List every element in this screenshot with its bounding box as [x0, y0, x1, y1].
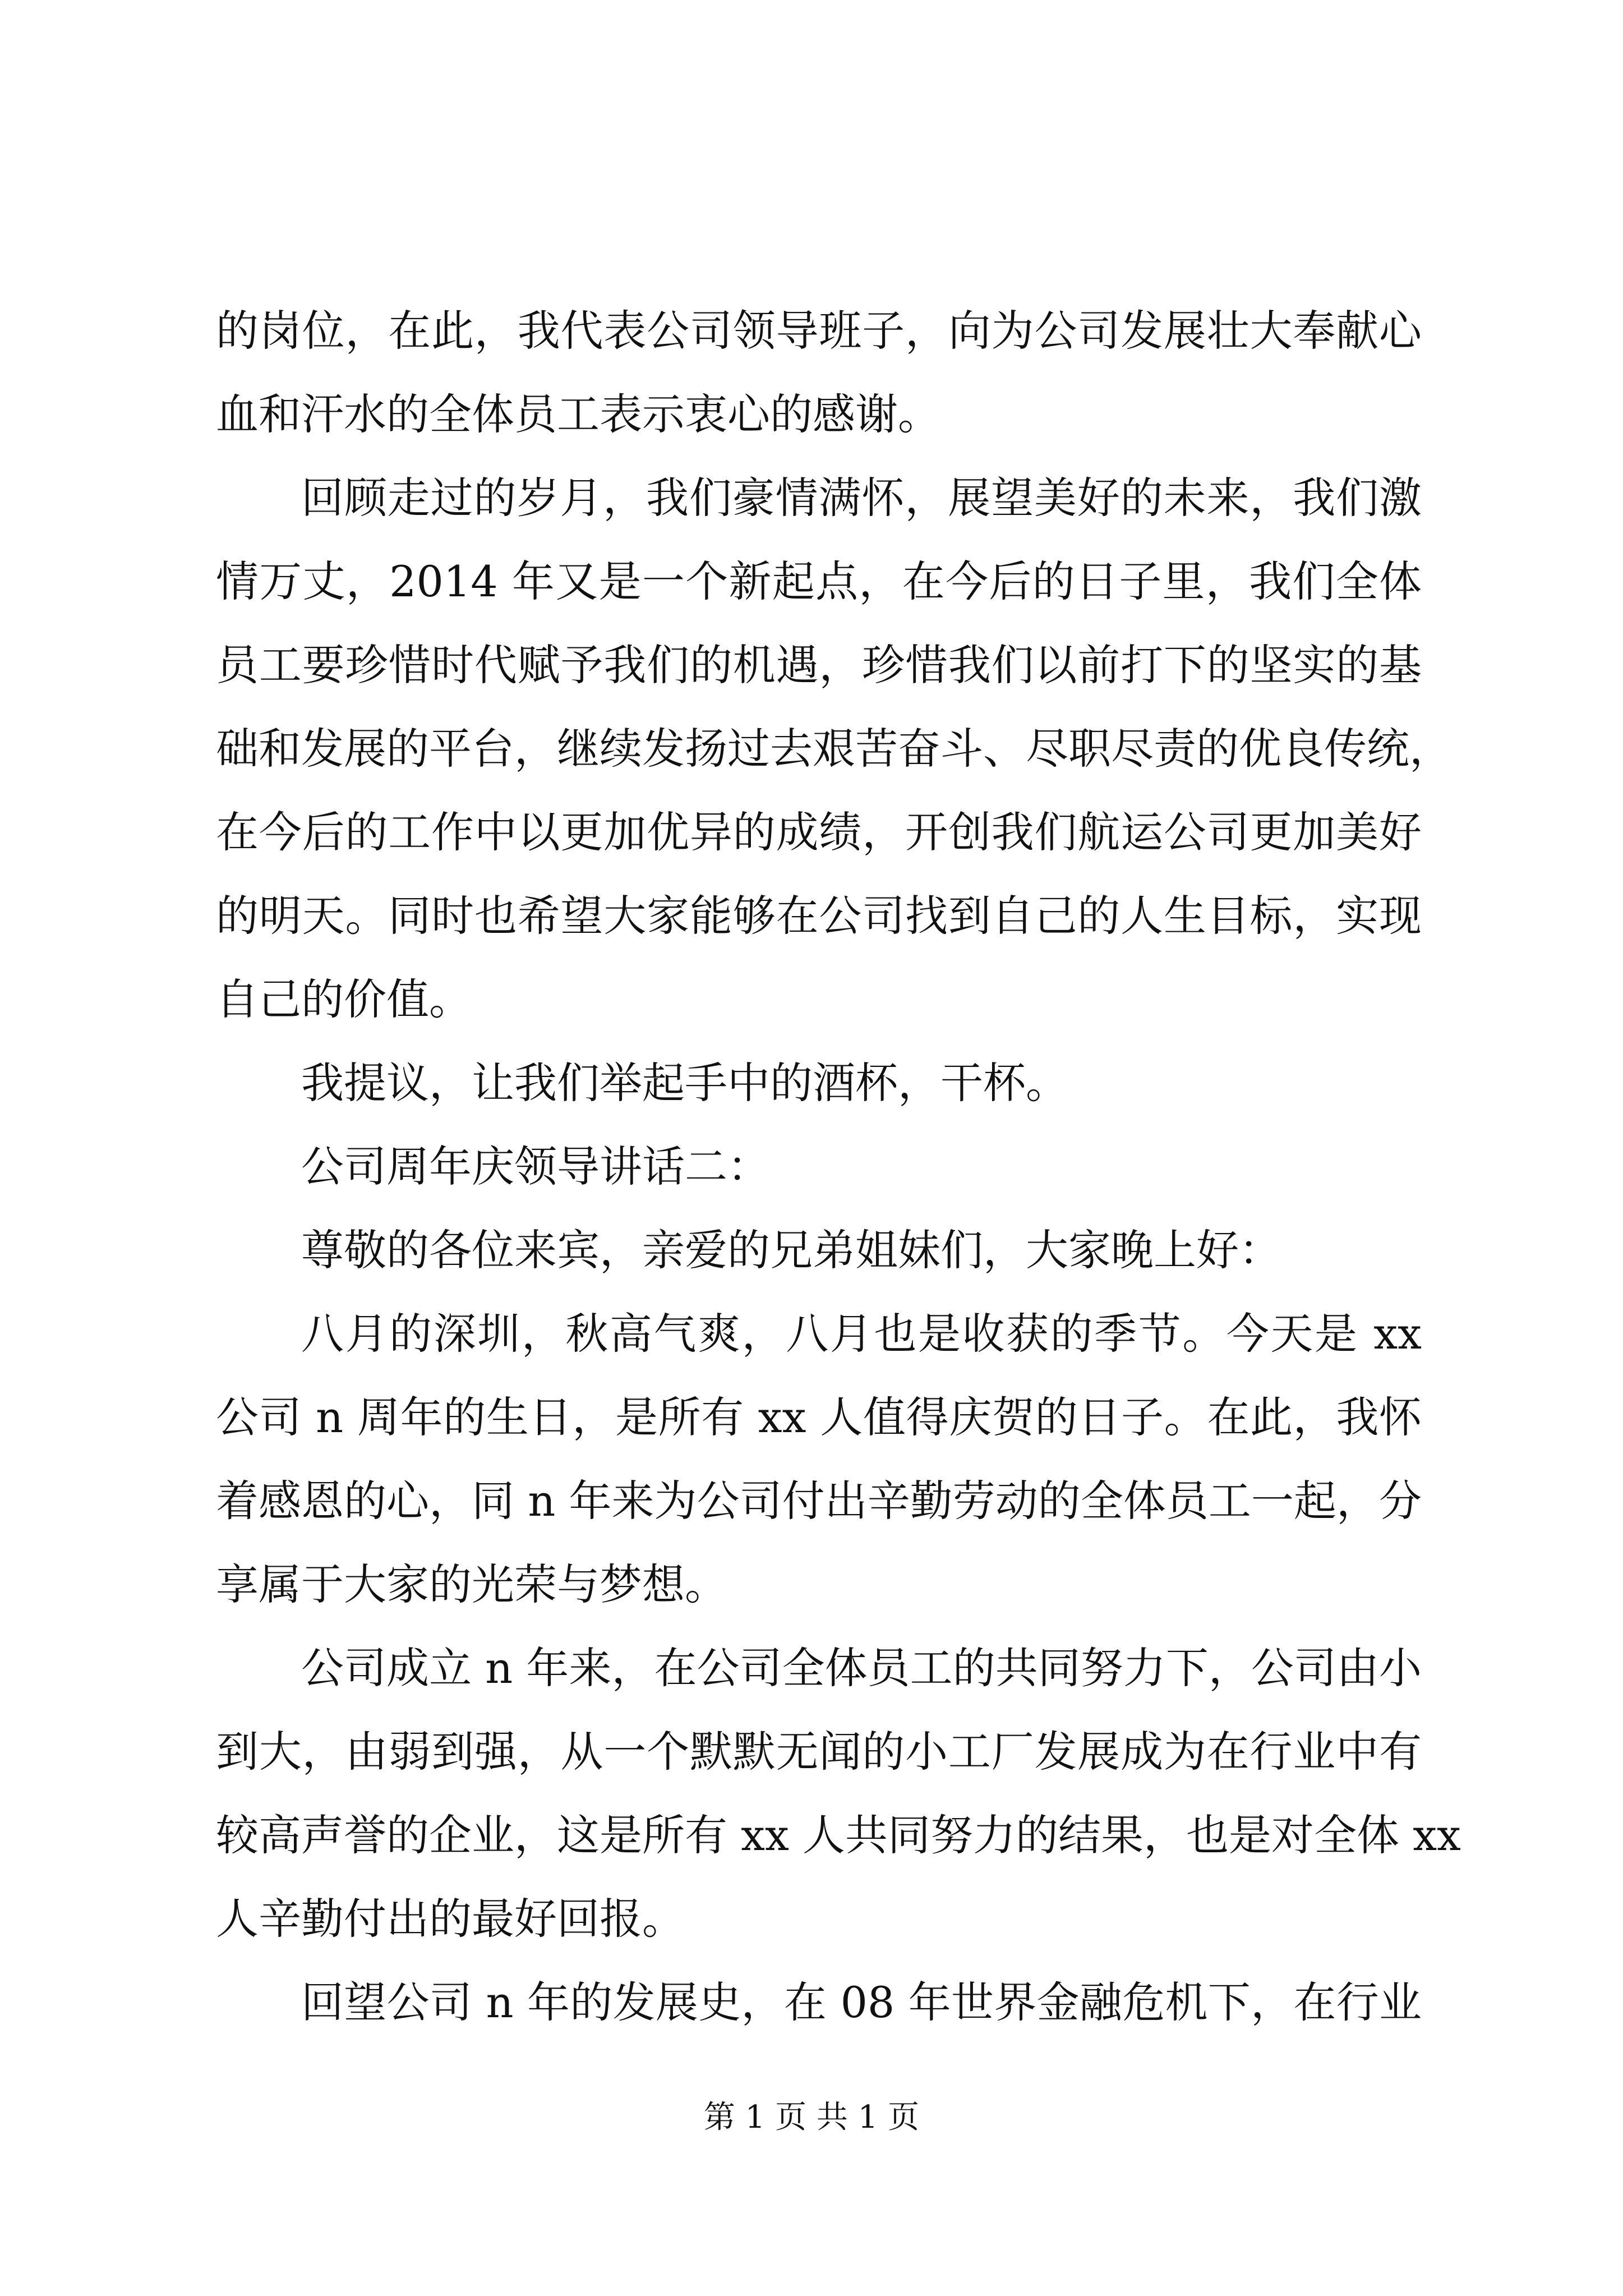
text-line: 享属于大家的光荣与梦想。: [216, 1559, 727, 1609]
text-line: 我提议，让我们举起手中的酒杯，干杯。: [301, 1058, 1068, 1108]
text-line: 的岗位，在此，我代表公司领导班子，向为公司发展壮大奉献心: [216, 306, 1422, 356]
text-line: 回顾走过的岁月，我们豪情满怀，展望美好的未来，我们激: [301, 473, 1422, 523]
section-heading: 公司周年庆领导讲话二：: [301, 1142, 770, 1191]
text-line: 公司成立 n 年来，在公司全体员工的共同努力下，公司由小: [301, 1643, 1422, 1693]
text-line: 情万丈，2014 年又是一个新起点，在今后的日子里，我们全体: [216, 556, 1422, 606]
text-line: 较高声誉的企业，这是所有 xx 人共同努力的结果，也是对全体 xx: [216, 1810, 1461, 1860]
greeting-line: 尊敬的各位来宾，亲爱的兄弟姐妹们，大家晚上好：: [301, 1225, 1281, 1275]
text-line: 血和汗水的全体员工表示衷心的感谢。: [216, 389, 940, 439]
text-line: 在今后的工作中以更加优异的成绩，开创我们航运公司更加美好: [216, 807, 1422, 857]
text-line: 础和发展的平台，继续发扬过去艰苦奋斗、尽职尽责的优良传统，: [216, 724, 1452, 774]
page-footer: 第 1 页 共 1 页: [703, 2099, 920, 2136]
text-line: 回望公司 n 年的发展史，在 08 年世界金融危机下，在行业: [301, 1977, 1422, 2027]
text-line: 八月的深圳，秋高气爽，八月也是收获的季节。今天是 xx: [301, 1309, 1422, 1359]
text-line: 公司 n 周年的生日，是所有 xx 人值得庆贺的日子。在此，我怀: [216, 1392, 1422, 1442]
text-line: 人辛勤付出的最好回报。: [216, 1894, 685, 1944]
text-line: 自己的价值。: [216, 974, 472, 1024]
text-line: 着感恩的心，同 n 年来为公司付出辛勤劳动的全体员工一起，分: [216, 1476, 1422, 1526]
document-body: [216, 289, 1461, 2044]
text-line: 的明天。同时也希望大家能够在公司找到自己的人生目标，实现: [216, 891, 1422, 941]
text-line: 到大，由弱到强，从一个默默无闻的小工厂发展成为在行业中有: [216, 1727, 1422, 1777]
text-line: 员工要珍惜时代赋予我们的机遇，珍惜我们以前打下的坚实的基: [216, 640, 1422, 690]
